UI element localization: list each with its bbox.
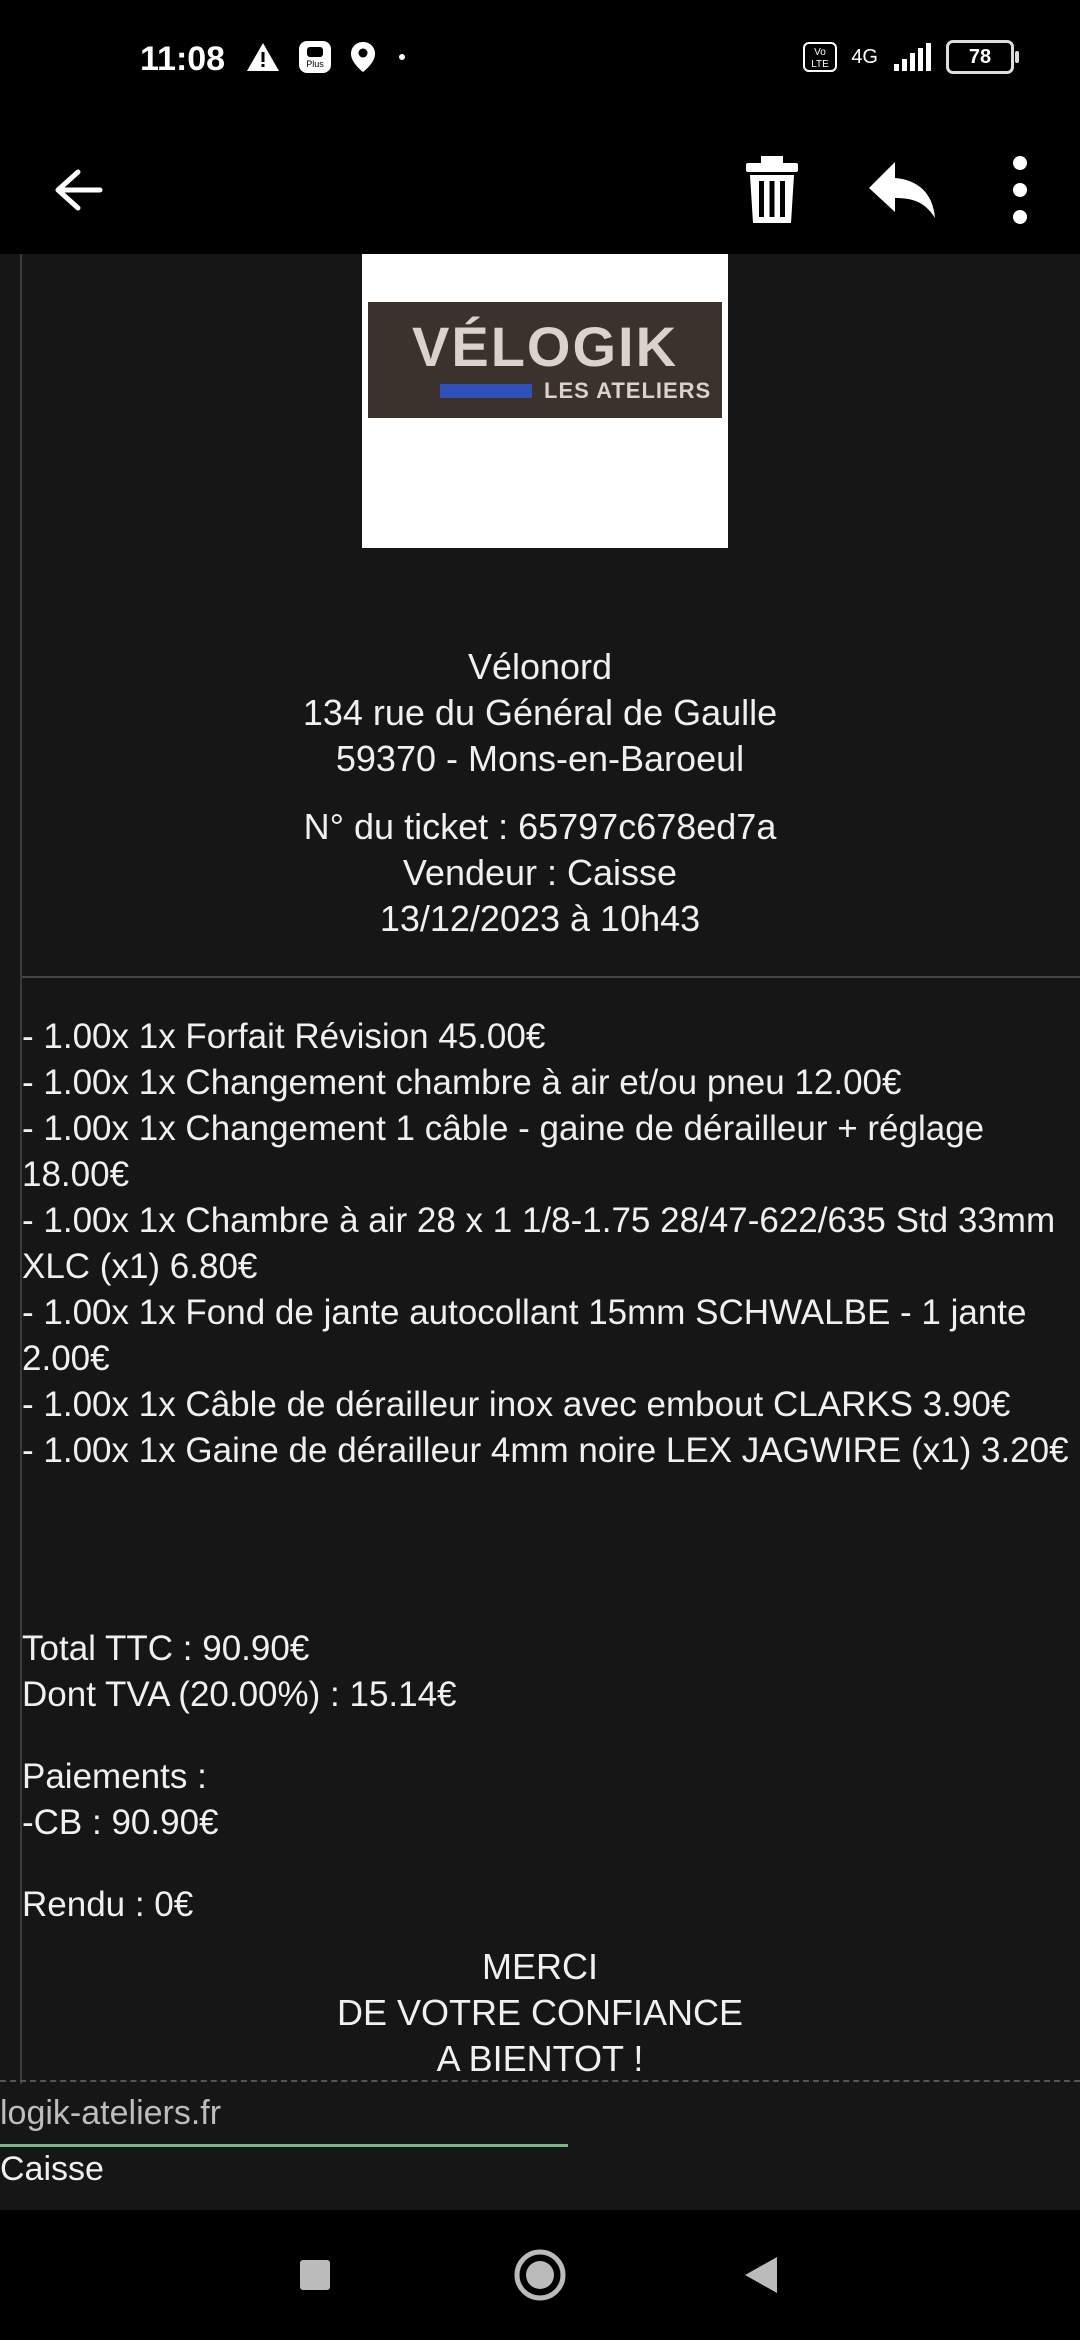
recents-square-icon	[298, 2258, 332, 2292]
total-vat: Dont TVA (20.00%) : 15.14€	[22, 1675, 457, 1714]
battery-indicator: 78	[946, 40, 1014, 74]
list-item: - 1.00x 1x Chambre à air 28 x 1 1/8-1.75 28/47-622/635 Std 33mm XLC (x1) 6.80€	[22, 1201, 1056, 1286]
navigation-bar	[0, 2210, 1080, 2340]
shop-logo	[362, 254, 728, 548]
item-list	[22, 1014, 1080, 1474]
shop-address	[0, 644, 1080, 782]
logo-title: VÉLOGIK	[411, 315, 679, 378]
dot-icon	[394, 49, 410, 65]
volte-icon	[803, 42, 837, 72]
status-icons-right	[803, 40, 1014, 74]
shop-street: 134 rue du Général de Gaulle	[302, 692, 778, 733]
divider	[22, 976, 1080, 978]
totals	[22, 1626, 1022, 1718]
back-arrow-icon	[52, 168, 104, 212]
logo-banner	[368, 302, 722, 418]
list-item: - 1.00x 1x Changement chambre à air et/ou pneu 12.00€	[22, 1063, 902, 1102]
ticket-info	[0, 804, 1080, 942]
back-button[interactable]	[34, 146, 122, 234]
receipt-content	[0, 254, 1080, 2084]
warning-icon	[246, 42, 280, 72]
list-item: - 1.00x 1x Changement 1 câble - gaine de dérailleur + réglage 18.00€	[22, 1109, 985, 1194]
email-field[interactable]: logik-ateliers.fr	[0, 2094, 222, 2132]
logo-accent-bar	[440, 384, 532, 398]
payments-label: Paiements :	[22, 1757, 207, 1796]
shop-city: 59370 - Mons-en-Baroeul	[335, 738, 745, 779]
list-item: - 1.00x 1x Fond de jante autocollant 15mm SCHWALBE - 1 jante 2.00€	[22, 1293, 1027, 1378]
back-nav-button[interactable]	[726, 2240, 796, 2310]
reply-button[interactable]	[858, 146, 946, 234]
home-button[interactable]	[505, 2240, 575, 2310]
svg-text:Vo: Vo	[814, 47, 827, 58]
change-given: Rendu : 0€	[22, 1885, 194, 1924]
recents-button[interactable]	[280, 2240, 350, 2310]
thanks-line-2: DE VOTRE CONFIANCE	[336, 1992, 744, 2033]
signal-icon	[892, 42, 932, 72]
svg-text:LTE: LTE	[811, 59, 830, 70]
network-type: 4G	[851, 45, 878, 68]
list-item: - 1.00x 1x Forfait Révision 45.00€	[22, 1017, 546, 1056]
reply-icon	[867, 160, 937, 220]
receipt-bottom-border	[0, 2080, 1080, 2082]
thank-you-message	[0, 1944, 1080, 2082]
home-circle-icon	[513, 2248, 567, 2302]
payment-cb: -CB : 90.90€	[22, 1803, 219, 1842]
author-field[interactable]: Caisse	[0, 2150, 104, 2188]
list-item: - 1.00x 1x Gaine de dérailleur 4mm noire LEX JAGWIRE (x1) 3.20€	[22, 1431, 1069, 1470]
plus-app-icon	[298, 40, 332, 74]
email-field-underline	[0, 2144, 568, 2147]
more-vert-icon	[1010, 155, 1030, 225]
back-triangle-icon	[743, 2255, 779, 2295]
app-bar	[0, 126, 1080, 254]
total-ttc: Total TTC : 90.90€	[22, 1629, 310, 1668]
logo-subtitle: LES ATELIERS	[544, 378, 712, 403]
location-icon	[350, 41, 376, 73]
trash-icon	[744, 155, 800, 225]
svg-text:Plus: Plus	[306, 59, 324, 69]
delete-button[interactable]	[728, 146, 816, 234]
ticket-datetime: 13/12/2023 à 10h43	[379, 898, 701, 939]
status-bar	[0, 0, 1080, 126]
list-item: - 1.00x 1x Câble de dérailleur inox avec embout CLARKS 3.90€	[22, 1385, 1011, 1424]
ticket-seller: Vendeur : Caisse	[402, 852, 678, 893]
status-icons-left	[246, 40, 410, 74]
thanks-line-1: MERCI	[482, 1946, 598, 1987]
status-time: 11:08	[140, 40, 226, 78]
payments	[22, 1754, 1022, 1846]
shop-name: Vélonord	[467, 646, 613, 687]
thanks-line-3: A BIENTOT !	[436, 2038, 644, 2079]
more-options-button[interactable]	[976, 146, 1064, 234]
ticket-number: N° du ticket : 65797c678ed7a	[303, 806, 777, 847]
